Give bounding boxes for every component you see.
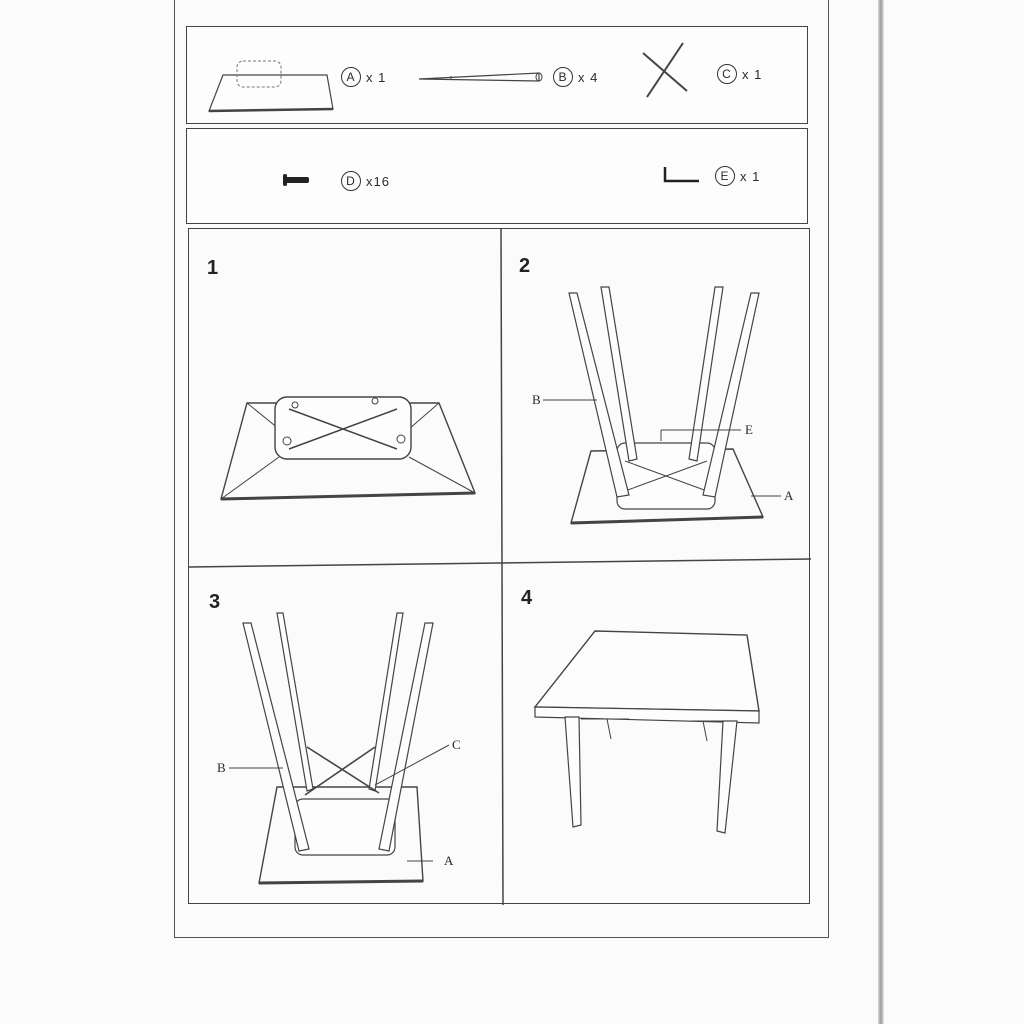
step-4-panel: 4 [501,561,811,905]
parts-row1-illustrations [187,27,809,125]
callout-e: E [745,422,753,437]
part-a-label: A x 1 [341,67,386,87]
parts-list-row-1 [186,26,808,124]
step-1-illustration [189,229,501,565]
part-e-label: E x 1 [715,166,760,186]
step-4-illustration [501,561,811,905]
callout-a: A [784,488,794,503]
step-2-panel: 2 B E A [501,229,811,561]
assembly-steps-grid [188,228,810,904]
callout-c: C [452,737,461,752]
step-2-illustration [501,229,811,561]
step-3-panel: 3 B C A [189,569,501,905]
callout-a: A [444,853,454,868]
callout-b: B [217,760,226,775]
parts-list-row-2 [186,128,808,224]
part-c-label: C x 1 [717,64,762,84]
part-b-label: B x 4 [553,67,598,87]
callout-b: B [532,392,541,407]
page-edge [878,0,884,1024]
part-d-label: D x16 [341,171,390,191]
step-1-panel: 1 [189,229,501,565]
